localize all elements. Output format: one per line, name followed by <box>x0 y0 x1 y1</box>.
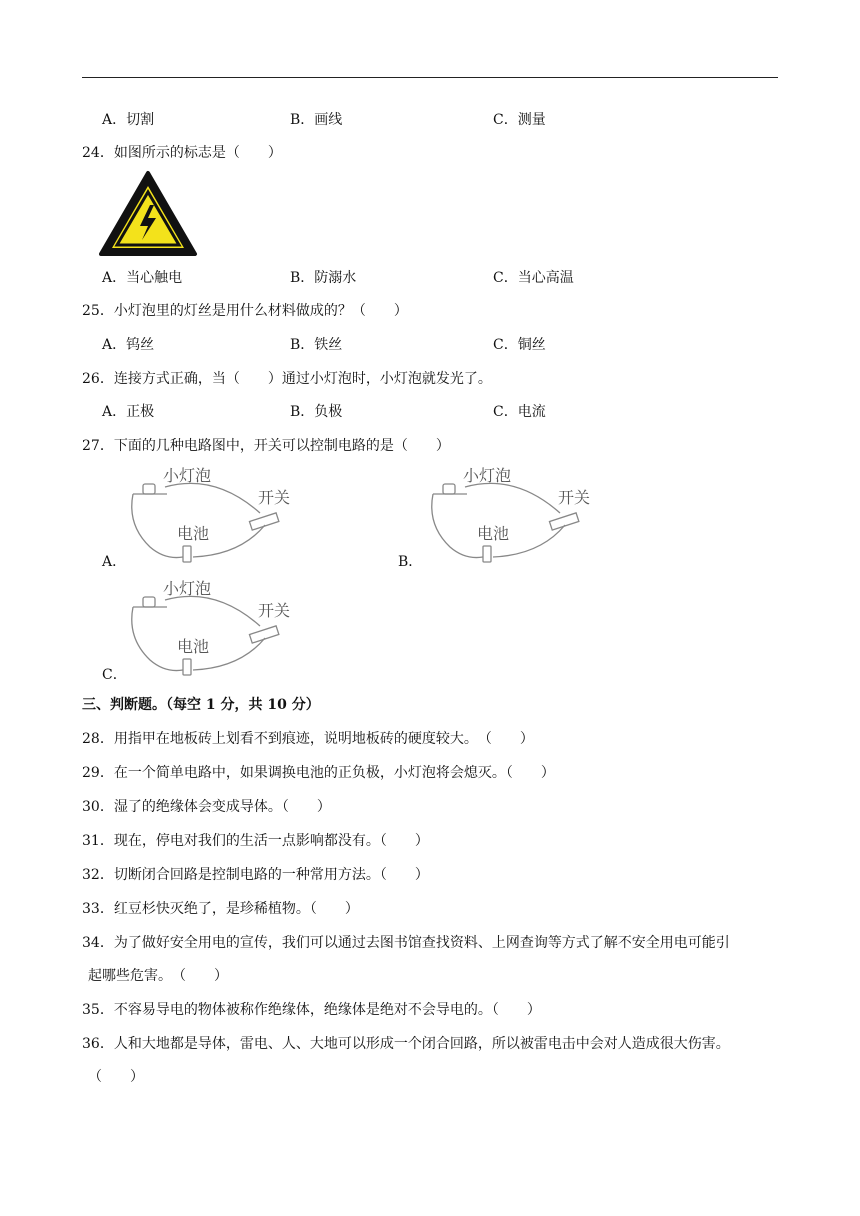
diagram-c-switch-label: 开关 <box>258 601 291 620</box>
circuit-diagram-a <box>125 465 300 570</box>
diagram-a-bulb-label: 小灯泡 <box>163 466 212 485</box>
judgment-30: 30．湿了的绝缘体会变成导体。（ ） <box>82 799 331 815</box>
judgment-34-line1: 34．为了做好安全用电的宣传，我们可以通过去图书馆查找资料、上网查询等方式了解不安全用电可能引 <box>82 935 730 951</box>
judgment-28: 28．用指甲在地板砖上划看不到痕迹，说明地板砖的硬度较大。 （ ） <box>82 731 534 747</box>
diagram-a-battery-label: 电池 <box>177 524 210 543</box>
q26-option-b[interactable]: B．负极 <box>290 404 343 420</box>
q23-option-b[interactable]: B．画线 <box>290 112 343 128</box>
circuit-diagram-c <box>125 578 300 683</box>
judgment-36-line1: 36．人和大地都是导体，雷电、人、大地可以形成一个闭合回路，所以被雷电击中会对人造成很大伤害。 <box>82 1036 730 1052</box>
q26-option-c[interactable]: C．电流 <box>493 404 546 420</box>
circuit-diagram-b <box>425 465 600 570</box>
judgment-33: 33．红豆杉快灭绝了，是珍稀植物。（ ） <box>82 901 359 917</box>
q24-option-b[interactable]: B．防溺水 <box>290 270 357 286</box>
q25-option-c[interactable]: C．铜丝 <box>493 337 546 353</box>
q25-option-a[interactable]: A．钨丝 <box>102 337 155 353</box>
q27-stem: 27．下面的几种电路图中，开关可以控制电路的是（ ） <box>82 438 450 454</box>
q24-stem: 24．如图所示的标志是（ ） <box>82 145 282 161</box>
judgment-35: 35．不容易导电的物体被称作绝缘体，绝缘体是绝对不会导电的。（ ） <box>82 1002 541 1018</box>
diagram-c-bulb-label: 小灯泡 <box>163 579 212 598</box>
q27-option-a[interactable]: A． <box>102 554 127 570</box>
q23-option-a[interactable]: A．切割 <box>102 112 155 128</box>
q27-option-b[interactable]: B． <box>398 554 423 570</box>
judgment-29: 29．在一个简单电路中，如果调换电池的正负极，小灯泡将会熄灭。（ ） <box>82 765 555 781</box>
diagram-b-switch-label: 开关 <box>558 488 591 507</box>
q26-option-a[interactable]: A．正极 <box>102 404 155 420</box>
q24-option-a[interactable]: A．当心触电 <box>102 270 183 286</box>
q27-option-c[interactable]: C． <box>102 667 127 683</box>
section3-heading: 三、判断题。（每空 1 分，共 10 分） <box>82 697 320 713</box>
diagram-b-battery-label: 电池 <box>477 524 510 543</box>
judgment-36-line2: （ ） <box>88 1069 144 1085</box>
q25-stem: 25．小灯泡里的灯丝是用什么材料做成的？（ ） <box>82 303 408 319</box>
judgment-32: 32．切断闭合回路是控制电路的一种常用方法。（ ） <box>82 867 429 883</box>
q25-option-b[interactable]: B．铁丝 <box>290 337 343 353</box>
header-rule <box>82 77 778 78</box>
judgment-34-line2: 起哪些危害。 （ ） <box>88 968 228 984</box>
diagram-c-battery-label: 电池 <box>177 637 210 656</box>
q23-option-c[interactable]: C．测量 <box>493 112 546 128</box>
diagram-a-switch-label: 开关 <box>258 488 291 507</box>
q26-stem: 26．连接方式正确，当（ ）通过小灯泡时，小灯泡就发光了。 <box>82 371 492 387</box>
electric-shock-warning-icon <box>98 170 198 258</box>
diagram-b-bulb-label: 小灯泡 <box>463 466 512 485</box>
judgment-31: 31．现在，停电对我们的生活一点影响都没有。（ ） <box>82 833 429 849</box>
q24-option-c[interactable]: C．当心高温 <box>493 270 574 286</box>
